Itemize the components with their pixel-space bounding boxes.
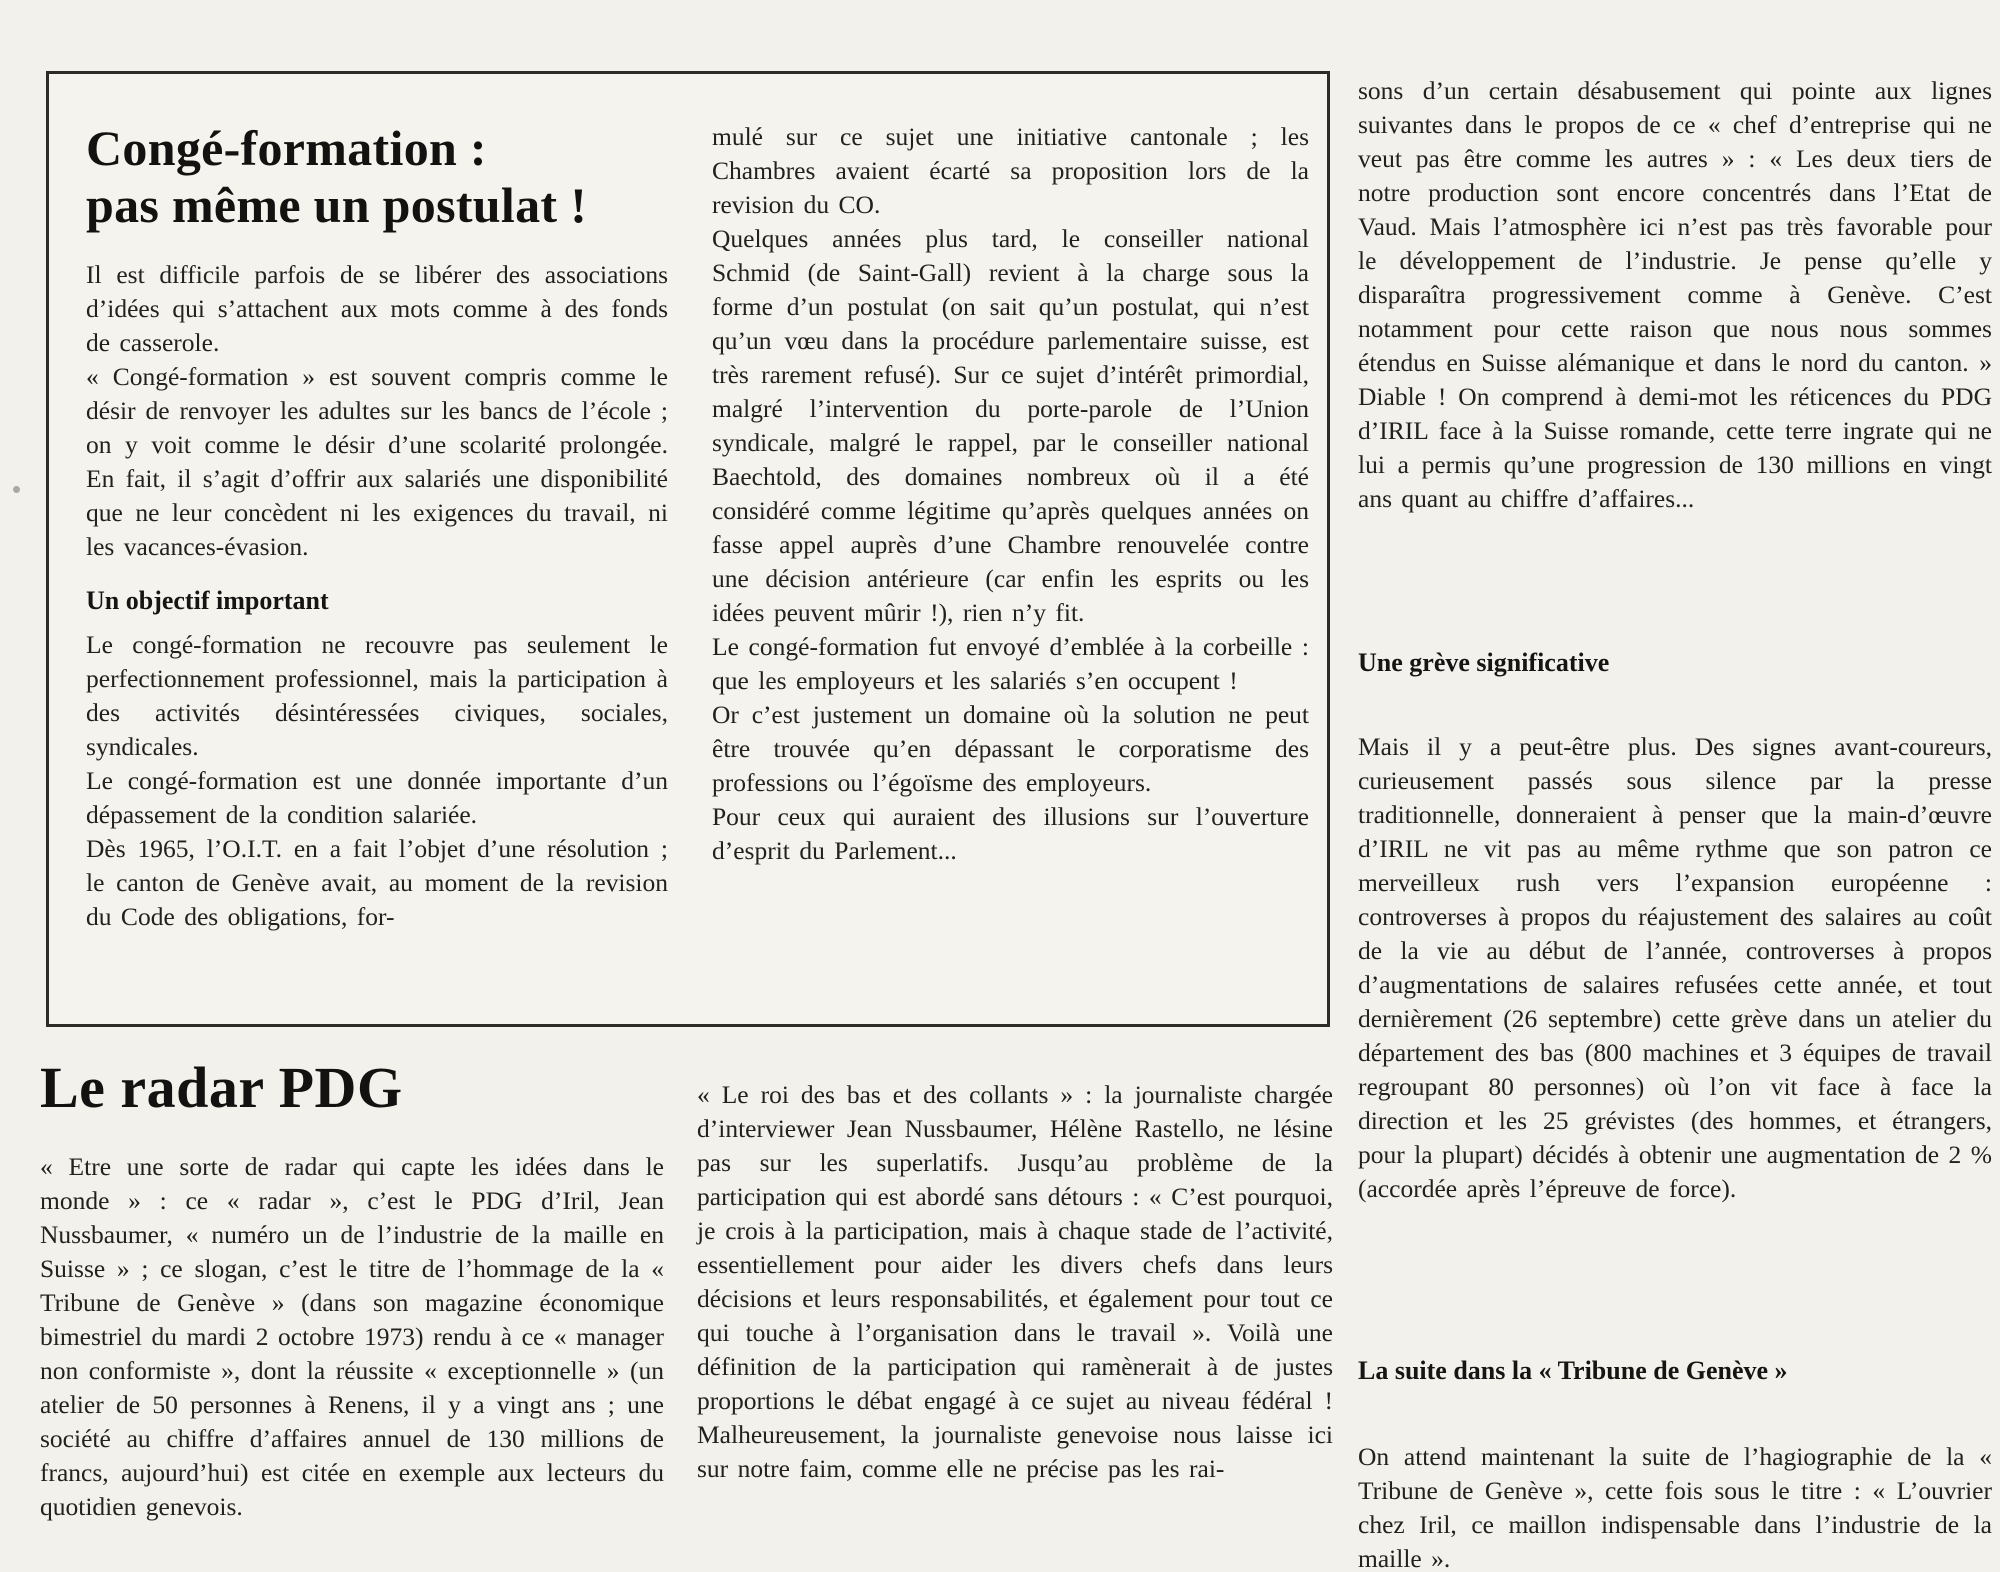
paragraph: On attend maintenant la suite de l’hagiographie de la « Tribune de Genève », cette fois sous le titre : « L’ouvrier chez Iril, ce maillon indispensable dans l’industrie de la maille ».	[1358, 1442, 1992, 1572]
boxed-article-column-2	[712, 120, 1309, 1012]
paragraph: Quelques années plus tard, le conseiller national Schmid (de Saint-Gall) revient à la charge sous la forme d’un postulat (on sait qu’un postulat, qui n’est qu’un vœu dans la procédure parlementaire suisse, est très rarement refusé). Sur ce sujet d’intérêt primordial, malgré l’intervention du porte-parole de l’Union syndicale, malgré le rappel, par le conseiller national Baechtold, des domaines nombreux où il a été considéré comme légitime qu’après quelques années on fasse appel auprès d’une Chambre renouvelée contre une décision antérieure (car enfin les esprits ou les idées peuvent mûrir !), rien n’y fit.	[712, 224, 1309, 627]
paragraph: sons d’un certain désabusement qui pointe aux lignes suivantes dans le propos de ce « chef d’entreprise qui ne veut pas être comme les autres » : « Les deux tiers de notre production sont encore concentrés dans l’Etat de Vaud. Mais l’atmosphère ici n’est pas très favorable pour le développement de l’industrie. Je pense qu’elle y disparaîtra progressivement comme à Genève. C’est notamment pour cette raison que nous nous sommes étendus en Suisse alémanique et dans le nord du canton. » Diable ! On comprend à demi-mot les réticences du PDG d’IRIL face à la Suisse romande, cette terre ingrate qui ne lui a permis qu’une progression de 130 millions en vingt ans quant au chiffre d’affaires...	[1358, 76, 1992, 513]
paragraph: Or c’est justement un domaine où la solution ne peut être trouvée qu’en dépassant le corporatisme des professions ou l’égoïsme des employeurs.	[712, 700, 1309, 797]
boxed-article-column-1	[86, 120, 668, 1012]
paragraph: Dès 1965, l’O.I.T. en a fait l’objet d’une résolution ; le canton de Genève avait, au moment de la revision du Code des obligations, for-	[86, 834, 668, 931]
paragraph: « Le roi des bas et des collants » : la journaliste chargée d’interviewer Jean Nussbaumer, Hélène Rastello, ne lésine pas sur les superlatifs. Jusqu’au problème de la participation qui est abordé sans détours : « C’est pourquoi, je crois à la participation, mais à chaque stade de l’activité, essentiellement pour aider les divers chefs dans leurs décisions et leurs responsabilités, et également pour tout ce qui touche à l’organisation dans le travail ». Voilà une définition de la participation qui ramènerait à de justes proportions le débat engagé à ce sujet au niveau fédéral ! Malheureusement, la journaliste genevoise nous laisse ici sur notre faim, comme elle ne précise pas les rai-	[697, 1080, 1333, 1483]
paragraph: « Etre une sorte de radar qui capte les idées dans le monde » : ce « radar », c’est le PDG d’Iril, Jean Nussbaumer, « numéro un de l’industrie de la maille en Suisse » ; ce slogan, c’est le titre de l’hommage de la « Tribune de Genève » (dans son magazine économique bimestriel du mardi 2 octobre 1973) rendu à ce « manager non conformiste », dont la réussite « exceptionnelle » (un atelier de 50 personnes à Renens, il y a vingt ans ; une société au chiffre d’affaires annuel de 130 millions de francs, aujourd’hui) est citée en exemple aux lecteurs du quotidien genevois.	[40, 1152, 664, 1521]
paragraph: Le congé-formation est une donnée importante d’un dépassement de la condition salariée.	[86, 766, 668, 829]
right-page-column	[1358, 74, 1992, 1572]
paragraph: « Congé-formation » est souvent compris comme le désir de renvoyer les adultes sur les bancs de l’école ; on y voit comme le désir d’une scolarité prolongée. En fait, il s’agit d’offrir aux salariés une disponibilité que ne leur concèdent ni les exigences du travail, ni les vacances-évasion.	[86, 362, 668, 561]
subheading-suite-tribune: La suite dans la « Tribune de Genève »	[1358, 1356, 1788, 1385]
boxed-article-title-line-1: Congé-formation :	[86, 120, 487, 176]
paragraph: Le congé-formation fut envoyé d’emblée à la corbeille : que les employeurs et les salariés s’en occupent !	[712, 632, 1309, 695]
boxed-article-title	[86, 120, 668, 234]
paragraph: Le congé-formation ne recouvre pas seulement le perfectionnement professionnel, mais la participation à des activités désintéressées civiques, sociales, syndicales.	[86, 630, 668, 761]
paragraph: Mais il y a peut-être plus. Des signes avant-coureurs, curieusement passés sous silence par la presse traditionnelle, donneraient à penser que la main-d’œuvre d’IRIL ne vit pas au même rythme que son patron ce merveilleux rush vers l’expansion européenne : controverses à propos du réajustement des salaires au coût de la vie au début de l’année, controverses à propos d’augmentations de salaires refusées cette année, et tout dernièrement (26 septembre) cette grève dans un atelier du département des bas (800 machines et 3 équipes de travail regroupant 80 personnes) où l’on vit face à face la direction et les 25 grévistes (des hommes, et étrangers, pour la plupart) décidés à obtenir une augmentation de 2 % (accordée après l’épreuve de force).	[1358, 732, 1992, 1203]
radar-pdg-column-2	[697, 1078, 1333, 1486]
radar-pdg-title: Le radar PDG	[40, 1055, 403, 1120]
paragraph: Pour ceux qui auraient des illusions sur l’ouverture d’esprit du Parlement...	[712, 802, 1309, 865]
paragraph: mulé sur ce sujet une initiative cantonale ; les Chambres avaient écarté sa proposition lors de la revision du CO.	[712, 122, 1309, 219]
boxed-article-title-line-2: pas même un postulat !	[86, 177, 588, 233]
paragraph: Il est difficile parfois de se libérer des associations d’idées qui s’attachent aux mots comme à des fonds de casserole.	[86, 260, 668, 357]
subheading-greve-significative: Une grève significative	[1358, 648, 1610, 677]
radar-pdg-column-1	[40, 1056, 664, 1524]
scan-speck	[13, 486, 20, 493]
subheading-objectif-important: Un objectif important	[86, 586, 329, 615]
conge-formation-boxed-article	[46, 71, 1330, 1027]
